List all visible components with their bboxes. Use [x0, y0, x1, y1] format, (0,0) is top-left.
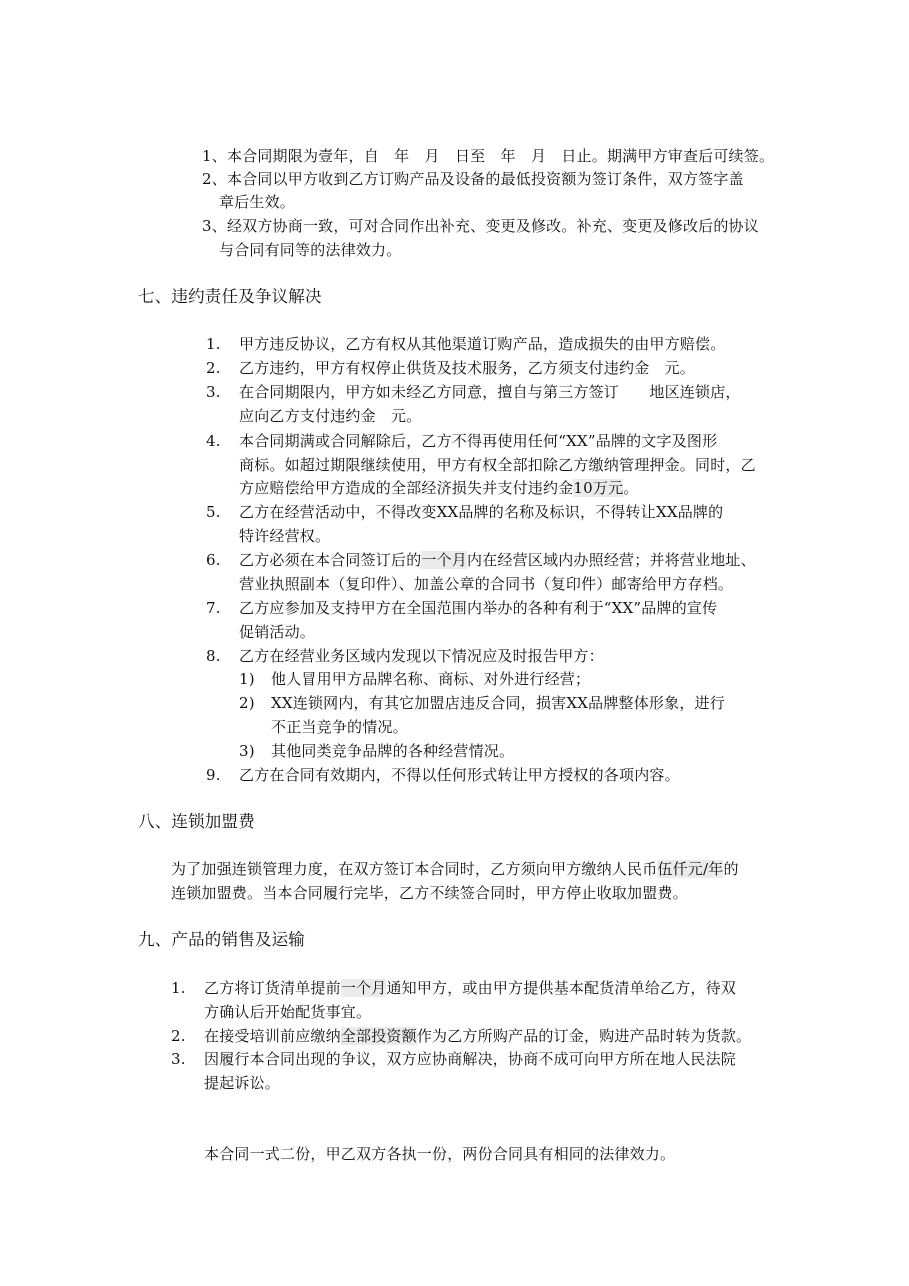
section8-paragraph-line-1: [171, 858, 739, 880]
s7-item-5-cont: 特许经营权。: [239, 527, 331, 545]
s7-item-4-cont2: [239, 477, 639, 499]
s7-item-8-number: 8.: [206, 647, 221, 665]
s7-item-8-text: 乙方在经营业务区域内发现以下情况应及时报告甲方：: [239, 647, 604, 665]
text-run: 通知甲方，或由甲方提供基本配货清单给乙方，待双: [386, 979, 737, 997]
s7-item-1-number: 1.: [206, 335, 221, 353]
highlighted-fee: 伍仟元/年: [657, 860, 724, 878]
s9-item-1-cont: 方确认后开始配货事宜。: [204, 1003, 372, 1021]
term-item-3: [202, 215, 759, 237]
s7-sub-1-number: 1): [239, 670, 255, 688]
s9-item-3-number: 3.: [171, 1050, 186, 1068]
text-run: 。: [623, 479, 639, 497]
s7-item-7-text: 乙方应参加及支持甲方在全国范围内举办的各种有利于“XX”品牌的宣传: [239, 599, 718, 617]
text-run: 方应赔偿给甲方造成的全部经济损失并支付违约金: [239, 479, 574, 497]
term-item-number: 3、: [202, 217, 227, 235]
s7-item-5-text: 乙方在经营活动中，不得改变XX品牌的名称及标识，不得转让XX品牌的: [239, 503, 724, 521]
closing-statement: 本合同一式二份，甲乙双方各执一份，两份合同具有相同的法律效力。: [204, 1145, 676, 1163]
s7-item-1-text: 甲方违反协议，乙方有权从其他渠道订购产品，造成损失的由甲方赔偿。: [239, 335, 726, 353]
s7-item-5-number: 5.: [206, 503, 221, 521]
section8-heading: 八、连锁加盟费: [138, 812, 255, 831]
term-item-2-cont: 章后生效。: [219, 193, 296, 211]
s7-item-2-number: 2.: [206, 359, 221, 377]
s7-item-4-text: 本合同期满或合同解除后，乙方不得再使用任何“XX”品牌的文字及图形: [239, 432, 718, 450]
s9-item-3-text: 因履行本合同出现的争议，双方应协商解决，协商不成可向甲方所在地人民法院: [204, 1050, 737, 1068]
highlighted-period: 一个月: [421, 551, 468, 569]
s9-item-1-text: [204, 977, 736, 999]
term-item-3-cont: 与合同有同等的法律效力。: [219, 241, 402, 259]
term-item-text: 本合同以甲方收到乙方订购产品及设备的最低投资额为签订条件，双方签字盖: [226, 170, 744, 188]
s7-item-3-text: 在合同期限内，甲方如未经乙方同意，擅自与第三方签订 地区连锁店，: [239, 383, 741, 401]
s7-item-4-number: 4.: [206, 432, 221, 450]
s7-sub-1-text: 他人冒用甲方品牌名称、商标、对外进行经营；: [271, 670, 591, 688]
term-item-number: 2、: [202, 170, 227, 188]
section7-heading: 七、违约责任及争议解决: [138, 287, 322, 306]
section9-heading: 九、产品的销售及运输: [138, 930, 305, 949]
term-item-number: 1、: [202, 147, 227, 165]
text-run: 乙方必须在本合同签订后的: [239, 551, 422, 569]
s7-sub-2-text: XX连锁网内，有其它加盟店违反合同，损害XX品牌整体形象，进行: [271, 694, 725, 712]
s7-item-4-cont: 商标。如超过期限继续使用，甲方有权全部扣除乙方缴纳管理押金。同时，乙: [239, 456, 756, 474]
s7-sub-2-cont: 不正当竞争的情况。: [271, 718, 408, 736]
s7-item-3-number: 3.: [206, 383, 221, 401]
s7-item-6-text: [239, 549, 756, 571]
s7-item-6-number: 6.: [206, 551, 221, 569]
highlighted-amount: 10万元: [573, 479, 624, 497]
s7-item-9-text: 乙方在合同有效期内，不得以任何形式转让甲方授权的各项内容。: [239, 766, 680, 784]
term-item-2: [202, 168, 744, 190]
s7-sub-3-text: 其他同类竞争品牌的各种经营情况。: [271, 742, 515, 760]
text-run: 在接受培训前应缴纳: [204, 1027, 341, 1045]
term-item-text: 本合同期限为壹年，自 年 月 日至 年 月 日止。期满甲方审查后可续签。: [226, 147, 775, 165]
s7-item-6-cont: 营业执照副本（复印件）、加盖公章的合同书（复印件）邮寄给甲方存档。: [239, 575, 734, 593]
term-item-1: [202, 145, 774, 167]
s7-item-2-text: 乙方违约，甲方有权停止供货及技术服务，乙方须支付违约金 元。: [239, 359, 696, 377]
s7-sub-3-number: 3): [239, 742, 255, 760]
text-run: 内在经营区域内办照经营；并将营业地址、: [467, 551, 756, 569]
s7-item-7-number: 7.: [206, 599, 221, 617]
text-run: 为了加强连锁管理力度，在双方签订本合同时，乙方须向甲方缴纳人民币: [171, 860, 658, 878]
s7-item-7-cont: 促销活动。: [239, 623, 316, 641]
s9-item-1-number: 1.: [171, 979, 186, 997]
s9-item-2-number: 2.: [171, 1027, 186, 1045]
s9-item-3-cont: 提起诉讼。: [204, 1074, 281, 1092]
text-run: 乙方将订货清单提前: [204, 979, 341, 997]
s9-item-2-text: [204, 1025, 751, 1047]
s7-item-3-cont: 应向乙方支付违约金 元。: [239, 407, 422, 425]
highlighted-amount: 全部投资额: [340, 1027, 417, 1045]
s7-item-9-number: 9.: [206, 766, 221, 784]
text-run: 作为乙方所购产品的订金，购进产品时转为货款。: [416, 1027, 752, 1045]
text-run: 的: [723, 860, 739, 878]
s7-sub-2-number: 2): [239, 694, 255, 712]
highlighted-period: 一个月: [340, 979, 387, 997]
section8-paragraph-line-2: 连锁加盟费。当本合同履行完毕，乙方不续签合同时，甲方停止收取加盟费。: [171, 884, 688, 902]
term-item-text: 经双方协商一致，可对合同作出补充、变更及修改。补充、变更及修改后的协议: [226, 217, 759, 235]
